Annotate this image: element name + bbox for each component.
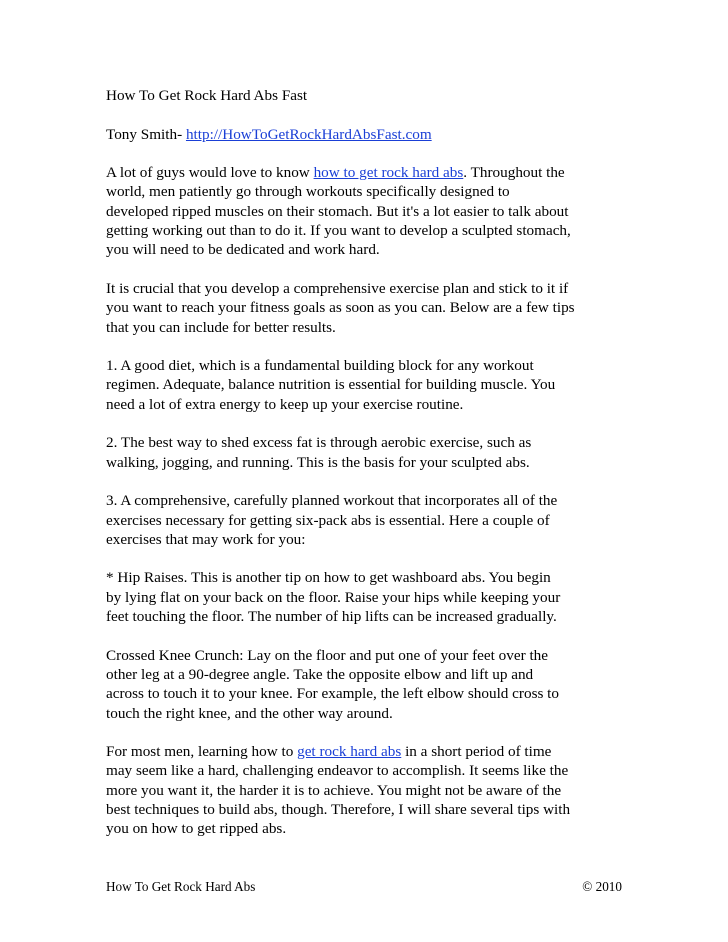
intro-line: you will need to be dedicated and work hard. [106, 241, 380, 259]
closing-text: For most men, learning how to [106, 743, 298, 761]
intro-paragraph [106, 163, 626, 259]
tip-2-line: walking, jogging, and running. This is the basis for your sculpted abs. [106, 453, 530, 471]
hip-raises-paragraph [106, 568, 626, 626]
closing-text: in a short period of time [401, 743, 552, 761]
intro-line: getting working out than to do it. If you want to develop a sculpted stomach, [106, 222, 571, 240]
closing-line: you on how to get ripped abs. [106, 820, 287, 838]
document-title [106, 86, 626, 105]
rock-hard-abs-link[interactable]: how to get rock hard abs [313, 164, 464, 182]
intro-text: A lot of guys would love to know [106, 164, 314, 182]
closing-line: more you want it, the harder it is to achieve. You might not be aware of the [106, 781, 562, 799]
footer-copyright: © 2010 [582, 879, 622, 894]
footer-title: How To Get Rock Hard Abs [106, 879, 256, 894]
closing-line: best techniques to build abs, though. Therefore, I will share several tips with [106, 800, 571, 818]
author-website-link[interactable]: http://HowToGetRockHardAbsFast.com [185, 125, 432, 143]
hip-raises-line: * Hip Raises. This is another tip on how to get washboard abs. You begin [106, 569, 551, 587]
tip-3-line: 3. A comprehensive, carefully planned workout that incorporates all of the [106, 492, 558, 510]
hip-raises-line: by lying flat on your back on the floor. Raise your hips while keeping your [106, 588, 561, 606]
get-rock-hard-abs-link[interactable]: get rock hard abs [297, 743, 402, 761]
plan-paragraph [106, 279, 626, 337]
tip-3-line: exercises that may work for you: [106, 530, 306, 548]
tip-1-line: 1. A good diet, which is a fundamental building block for any workout [106, 357, 534, 375]
crunch-line: Crossed Knee Crunch: Lay on the floor and put one of your feet over the [106, 646, 548, 664]
crunch-line: across to touch it to your knee. For example, the left elbow should cross to [106, 685, 559, 703]
plan-line: It is crucial that you develop a comprehensive exercise plan and stick to it if [106, 279, 569, 297]
intro-line: developed ripped muscles on their stomach. But it's a lot easier to talk about [106, 202, 569, 220]
intro-text: . Throughout the [463, 164, 565, 182]
tip-2-paragraph [106, 433, 626, 472]
plan-line: you want to reach your fitness goals as soon as you can. Below are a few tips [106, 299, 575, 317]
crunch-line: other leg at a 90-degree angle. Take the opposite elbow and lift up and [106, 665, 534, 683]
crunch-line: touch the right knee, and the other way around. [106, 704, 393, 722]
hip-raises-line: feet touching the floor. The number of hip lifts can be increased gradually. [106, 608, 557, 626]
closing-paragraph [106, 742, 626, 838]
closing-line: may seem like a hard, challenging endeavor to accomplish. It seems like the [106, 762, 569, 780]
document-title-text: How To Get Rock Hard Abs Fast [106, 87, 308, 104]
crossed-knee-crunch-paragraph [106, 646, 626, 723]
author-name: Tony Smith- [106, 125, 186, 143]
tip-1-line: need a lot of extra energy to keep up your exercise routine. [106, 395, 464, 413]
tip-1-line: regimen. Adequate, balance nutrition is essential for building muscle. You [106, 376, 556, 394]
intro-line: world, men patiently go through workouts specifically designed to [106, 183, 510, 201]
tip-3-line: exercises necessary for getting six-pack abs is essential. Here a couple of [106, 511, 550, 529]
tip-3-paragraph [106, 491, 626, 549]
tip-1-paragraph [106, 356, 626, 414]
tip-2-line: 2. The best way to shed excess fat is through aerobic exercise, such as [106, 434, 532, 452]
author-line [106, 125, 626, 144]
document-body [106, 86, 626, 858]
plan-line: that you can include for better results. [106, 318, 336, 336]
